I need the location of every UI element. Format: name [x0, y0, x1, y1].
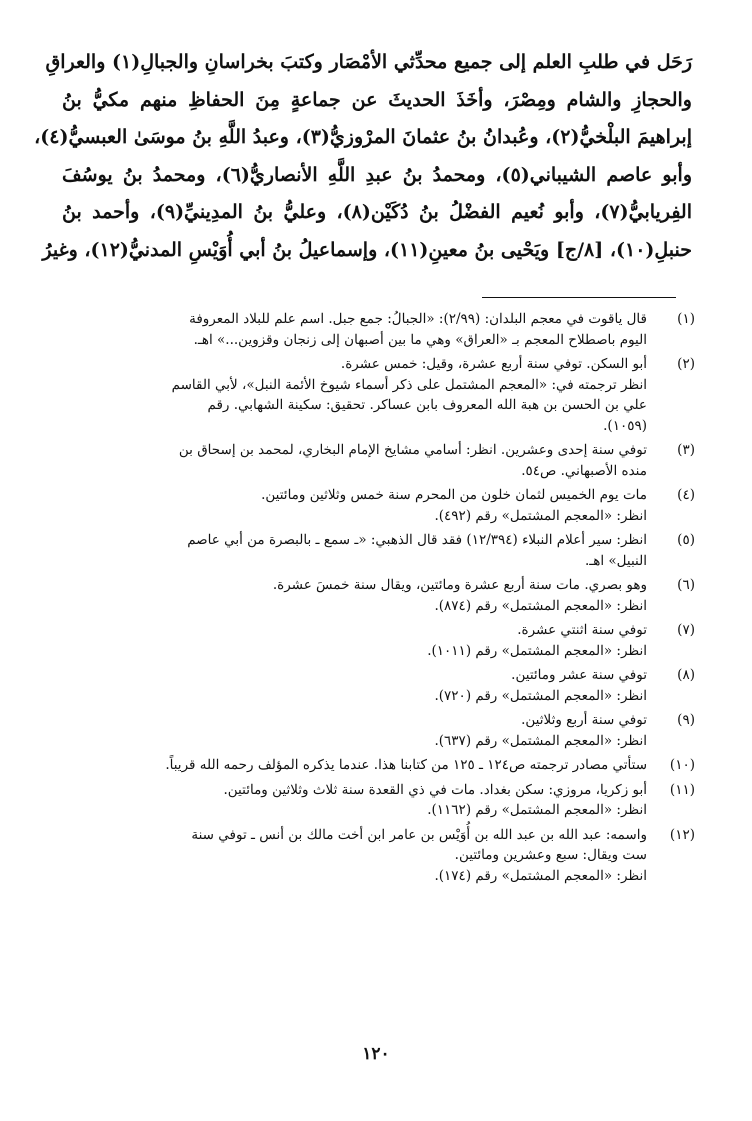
footnote [55, 665, 695, 706]
footnote [55, 485, 695, 526]
footnote-line: أبو السكن. توفي سنة أربع عشرة، وقيل: خمس عشرة. [340, 356, 647, 372]
footnote-text [55, 575, 647, 616]
footnote-number: (١٢) [669, 826, 695, 843]
body-line: إبراهيمَ البلْخيُّ(٢)، وعُبدانُ بنُ عثمانَ المرْوزيُّ(٣)، وعبدُ اللَّهِ بنُ موسَىٰ العبسيُّ(٤)، [34, 126, 692, 148]
main-text-block [34, 44, 692, 269]
footnote-line: (١٠٥٩). [603, 417, 647, 434]
footnote-text [55, 440, 647, 481]
footnote-line: اليوم باصطلاح المعجم بـ «العراق» وهي ما بين أصبهان إلى زنجان وقزوين...» اهـ. [193, 331, 647, 348]
footnote-line: أبو زكريا، مروزي: سكن بغداد. مات في ذي القعدة سنة ثلاث وثلاثين ومائتين. [223, 781, 647, 798]
footnote [55, 755, 695, 776]
page-number: ١٢٠ [362, 1044, 390, 1064]
footnote-line: ست ويقال: سبع وعشرين ومائتين. [454, 847, 647, 863]
footnote-line: انظر: سير أعلام النبلاء (١٢/٣٩٤) فقد قال الذهبي: «ـ سمع ـ بالبصرة من أبي عاصم [187, 532, 647, 548]
footnote-line: توفي سنة عشر ومائتين. [511, 667, 647, 683]
footnote [55, 620, 695, 661]
body-line: وأبو عاصم الشيباني(٥)، ومحمدُ بنُ عبدِ اللَّهِ الأنصاريُّ(٦)، ومحمدُ بنُ يوسُفَ [62, 163, 692, 186]
footnote-number: (٨) [677, 667, 695, 683]
body-line: والحجازِ والشام ومِصْرَ، وأخَذَ الحديثَ عن جماعةٍ مِنَ الحفاظِ منهم مكيُّ بنُ [62, 88, 692, 111]
body-line: حنبلِ(١٠)، [٨/ج] ويَحْيى بنُ معينِ(١١)، وإسماعيلُ بنُ أبي أُوَيْسِ المدنيُّ(١٢)، وغيرُ [42, 238, 692, 261]
footnote [55, 309, 695, 350]
footnote-text [55, 665, 647, 706]
footnote-line: انظر: «المعجم المشتمل» رقم (٧٢٠). [434, 687, 647, 704]
footnotes-block [55, 309, 695, 890]
footnote-text [55, 485, 647, 526]
footnote-text [55, 309, 647, 350]
footnote [55, 710, 695, 751]
footnote-text [55, 710, 647, 751]
footnote-text [55, 530, 647, 571]
footnote-separator [482, 297, 676, 298]
footnote-line: انظر: «المعجم المشتمل» رقم (٤٩٢). [434, 507, 647, 524]
footnote-line: النبيل» اهـ. [585, 552, 647, 569]
footnote-line: مات يوم الخميس لثمان خلون من المحرم سنة خمس وثلاثين ومائتين. [261, 487, 647, 503]
footnote [55, 530, 695, 571]
footnote-line: توفي سنة أربع وثلاثين. [521, 712, 647, 728]
footnote-line: انظر: «المعجم المشتمل» رقم (١٠١١). [427, 642, 647, 659]
footnote-number: (٩) [677, 712, 695, 728]
footnote [55, 780, 695, 821]
footnote-line: ستأتي مصادر ترجمته ص١٢٤ ـ ١٢٥ من كتابنا هذا. عندما يذكره المؤلف رحمه الله قريباً. [165, 757, 647, 773]
footnote-number: (٣) [677, 442, 695, 458]
body-line: رَحَل في طلبِ العلم إلى جميع محدِّثي الأمْصَار وكتبَ بخراسانِ والجبالِ(١) والعراقِ [45, 51, 692, 73]
footnote-line: منده الأصبهاني. ص٥٤. [521, 462, 647, 479]
footnote-line: انظر: «المعجم المشتمل» رقم (١١٦٢). [427, 802, 647, 818]
body-line: الفِريابيُّ(٧)، وأبو نُعيم الفضْلُ بنُ دُكَيْن(٨)، وعليُّ بنُ المدِينيِّ(٩)، وأحمد بنُ [62, 201, 692, 223]
footnote-number: (٤) [677, 487, 695, 503]
footnote-number: (١١) [669, 781, 695, 798]
footnote-line: انظر: «المعجم المشتمل» رقم (١٧٤). [434, 867, 647, 884]
footnote-number: (١) [677, 311, 695, 327]
footnote-line: انظر: «المعجم المشتمل» رقم (٨٧٤). [434, 597, 647, 614]
footnote-line: توفي سنة اثنتي عشرة. [517, 622, 647, 638]
footnote [55, 440, 695, 481]
footnote-text [55, 755, 647, 776]
footnote-line: واسمه: عبد الله بن عبد الله بن أُوَيْس بن عامر ابن أخت مالك بن أنس ـ توفي سنة [191, 826, 647, 843]
footnote-text [55, 780, 647, 821]
footnote-line: علي بن الحسن بن هبة الله المعروف بابن عساكر. تحقيق: سكينة الشهابي. رقم [207, 397, 647, 413]
footnote-text [55, 825, 647, 887]
footnote-number: (١٠) [669, 757, 695, 773]
footnote-number: (٢) [677, 356, 695, 372]
footnote-text [55, 620, 647, 661]
footnote-number: (٥) [677, 532, 695, 548]
footnote [55, 575, 695, 616]
footnote-line: انظر: «المعجم المشتمل» رقم (٦٣٧). [434, 732, 647, 749]
footnote-line: انظر ترجمته في: «المعجم المشتمل على ذكر أسماء شيوخ الأئمة النبل»، لأبي القاسم [171, 376, 647, 393]
footnote-line: وهو بصري. مات سنة أربع عشرة ومائتين، ويقال سنة خمسَ عشرة. [272, 577, 647, 593]
footnote-line: قال ياقوت في معجم البلدان: (٢/٩٩): «الجبالُ: جمع جبل. اسم علم للبلاد المعروفة [189, 311, 647, 327]
footnote-text [55, 354, 647, 436]
footnote-line: توفي سنة إحدى وعشرين. انظر: أسامي مشايخ الإمام البخاري، لمحمد بن إسحاق بن [178, 442, 647, 458]
footnote [55, 825, 695, 887]
footnote-number: (٦) [677, 577, 695, 593]
footnote [55, 354, 695, 436]
footnote-number: (٧) [677, 622, 695, 638]
